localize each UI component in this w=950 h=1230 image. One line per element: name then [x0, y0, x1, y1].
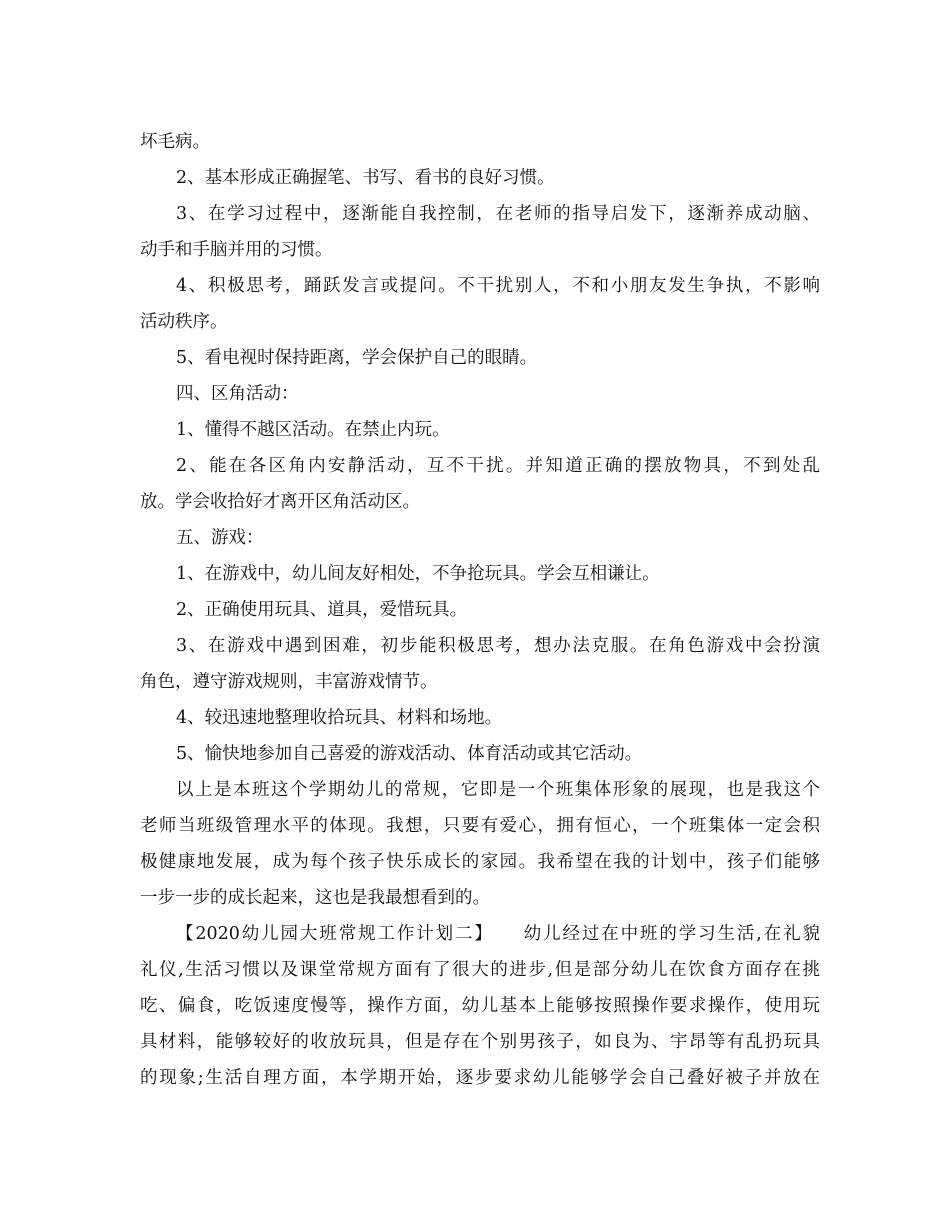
text-line-continuation: 活动秩序。 [140, 312, 228, 332]
paragraph-line: 老师当班级管理水平的体现。我想，只要有爱心，拥有恒心，一个班集体一定会积 [140, 816, 820, 836]
list-item: 4、积极思考，踊跃发言或提问。不干扰别人，不和小朋友发生争执，不影响 [176, 276, 820, 296]
list-item: 4、较迅速地整理收拾玩具、材料和场地。 [176, 708, 503, 728]
section-heading: 五、游戏： [176, 528, 264, 548]
list-item: 2、基本形成正确握笔、书写、看书的良好习惯。 [176, 168, 555, 188]
list-item: 1、在游戏中，幼儿间友好相处，不争抢玩具。学会互相谦让。 [176, 564, 660, 584]
list-item: 1、懂得不越区活动。在禁止内玩。 [176, 420, 450, 440]
paragraph-line: 吃、偏食，吃饭速度慢等，操作方面，幼儿基本上能够按照操作要求操作，使用玩 [140, 996, 820, 1016]
paragraph-line: 【2020幼儿园大班常规工作计划二】 幼儿经过在中班的学习生活,在礼貌 [176, 924, 820, 944]
section-heading: 四、区角活动： [176, 384, 299, 404]
list-item: 2、正确使用玩具、道具，爱惜玩具。 [176, 600, 468, 620]
paragraph-line: 一步一步的成长起来，这也是我最想看到的。 [140, 888, 490, 908]
paragraph-line: 礼仪,生活习惯以及课堂常规方面有了很大的进步,但是部分幼儿在饮食方面存在挑 [140, 960, 820, 980]
list-item: 5、愉快地参加自己喜爱的游戏活动、体育活动或其它活动。 [176, 744, 643, 764]
paragraph-line: 的现象;生活自理方面，本学期开始，逐步要求幼儿能够学会自己叠好被子并放在 [140, 1068, 820, 1088]
text-line-continuation: 放。学会收拾好才离开区角活动区。 [140, 492, 420, 512]
paragraph-line: 具材料，能够较好的收放玩具，但是存在个别男孩子，如良为、宇昂等有乱扔玩具 [140, 1032, 820, 1052]
list-item: 3、在游戏中遇到困难，初步能积极思考，想办法克服。在角色游戏中会扮演 [176, 636, 820, 656]
paragraph-line: 以上是本班这个学期幼儿的常规，它即是一个班集体形象的展现，也是我这个 [176, 780, 820, 800]
list-item: 2、能在各区角内安静活动，互不干扰。并知道正确的摆放物具，不到处乱 [176, 456, 820, 476]
list-item: 5、看电视时保持距离，学会保护自己的眼睛。 [176, 348, 538, 368]
paragraph-line: 极健康地发展，成为每个孩子快乐成长的家园。我希望在我的计划中，孩子们能够 [140, 852, 820, 872]
text-line-continuation: 角色，遵守游戏规则，丰富游戏情节。 [140, 672, 438, 692]
text-line-continuation: 坏毛病。 [140, 132, 210, 152]
list-item: 3、在学习过程中，逐渐能自我控制，在老师的指导启发下，逐渐养成动脑、 [176, 204, 820, 224]
document-body [140, 124, 820, 1096]
text-line-continuation: 动手和手脑并用的习惯。 [140, 240, 333, 260]
